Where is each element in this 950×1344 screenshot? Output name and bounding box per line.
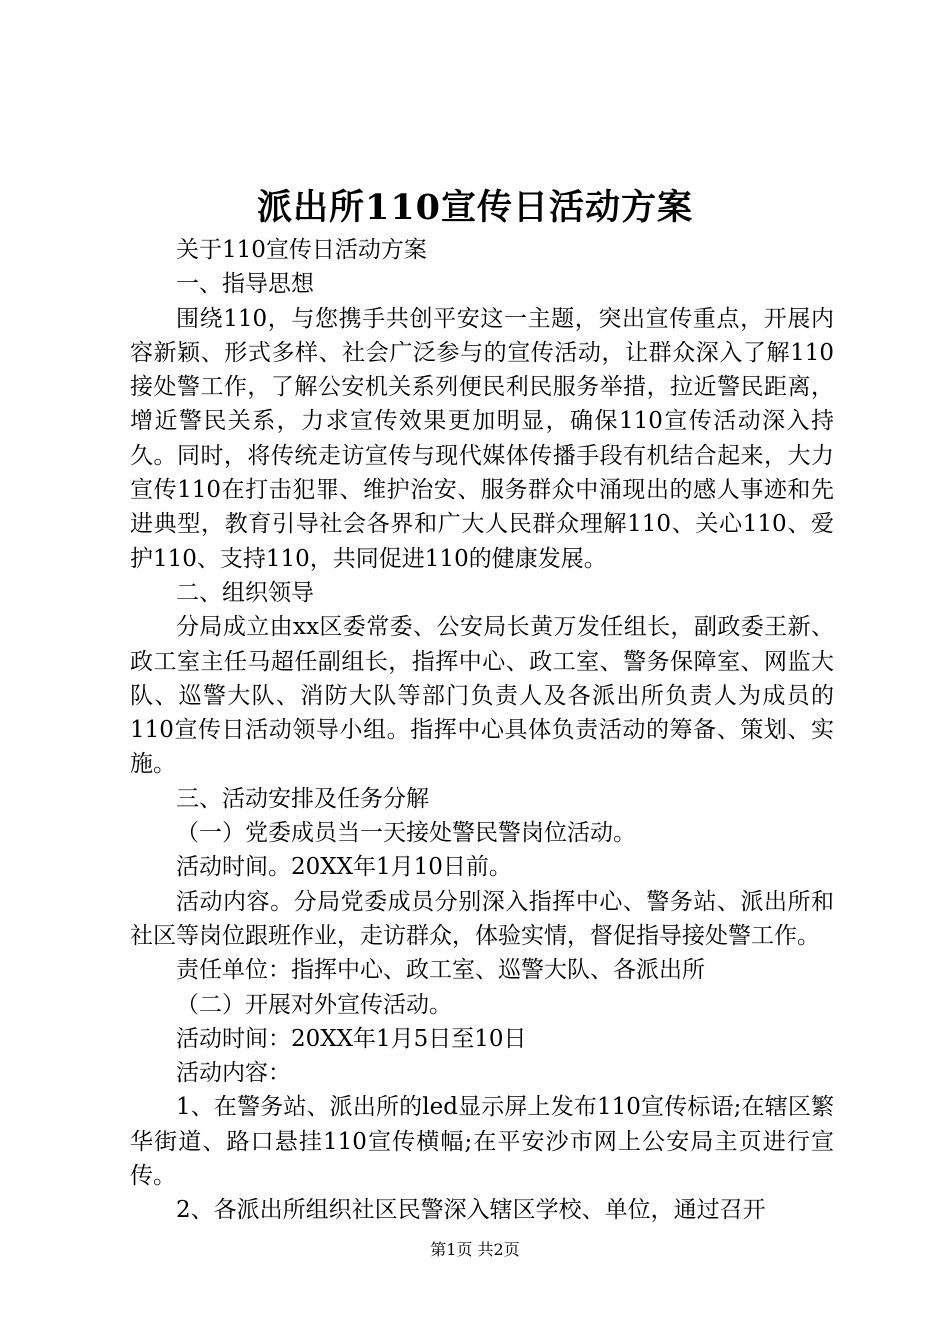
paragraph-activity-content-label-2: 活动内容： (176, 1060, 291, 1087)
paragraph-item-1: 1、在警务站、派出所的led显示屏上发布110宣传标语;在辖区繁华街道、路口悬挂110宣传横幅;在平安沙市网上公安局主页进行宣传。 (130, 1094, 834, 1190)
paragraph-activity-time-2: 活动时间：20XX年1月5日至10日 (176, 1025, 527, 1052)
section-heading-organization: 二、组织领导 (176, 579, 314, 606)
paragraph-responsible-units-1: 责任单位：指挥中心、政工室、巡警大队、各派出所 (176, 957, 705, 984)
section-heading-arrangements: 三、活动安排及任务分解 (176, 785, 429, 812)
paragraph-item-2: 2、各派出所组织社区民警深入辖区学校、单位，通过召开 (176, 1197, 766, 1224)
document-body (130, 233, 834, 1228)
paragraph-activity-time-1: 活动时间。20XX年1月10日前。 (176, 854, 512, 881)
document-title: 派出所110宣传日活动方案 (256, 187, 694, 228)
paragraph-organization: 分局成立由xx区委常委、公安局长黄万发任组长，副政委王新、政工室主任马超任副组长，指挥中心、政工室、警务保障室、网监大队、巡警大队、消防大队等部门负责人及各派出所负责人为成员的110宣传日活动领导小组。指挥中心具体负责活动的筹备、策划、实施。 (130, 614, 834, 778)
page-footer: 第1页 共2页 (430, 1240, 520, 1259)
paragraph-activity-content-1: 活动内容。分局党委成员分别深入指挥中心、警务站、派出所和社区等岗位跟班作业，走访群众，体验实情，督促指导接处警工作。 (130, 888, 834, 949)
subsection-heading-2: （二）开展对外宣传活动。 (176, 991, 452, 1018)
section-heading-guiding-ideology: 一、指导思想 (176, 271, 314, 298)
paragraph-guiding-ideology: 围绕110，与您携手共创平安这一主题，突出宣传重点，开展内容新颖、形式多样、社会广泛参与的宣传活动，让群众深入了解110接处警工作，了解公安机关系列便民利民服务举措，拉近警民距离，增近警民关系，力求宣传效果更加明显，确保110宣传活动深入持久。同时，将传统走访宣传与现代媒体传播手段有机结合起来，大力宣传110在打击犯罪、维护治安、服务群众中涌现出的感人事迹和先进典型，教育引导社会各界和广大人民群众理解110、关心110、爱护110、支持110，共同促进110的健康发展。 (130, 305, 834, 572)
paragraph-subtitle: 关于110宣传日活动方案 (176, 237, 427, 263)
subsection-heading-1: （一）党委成员当一天接处警民警岗位活动。 (176, 820, 636, 847)
